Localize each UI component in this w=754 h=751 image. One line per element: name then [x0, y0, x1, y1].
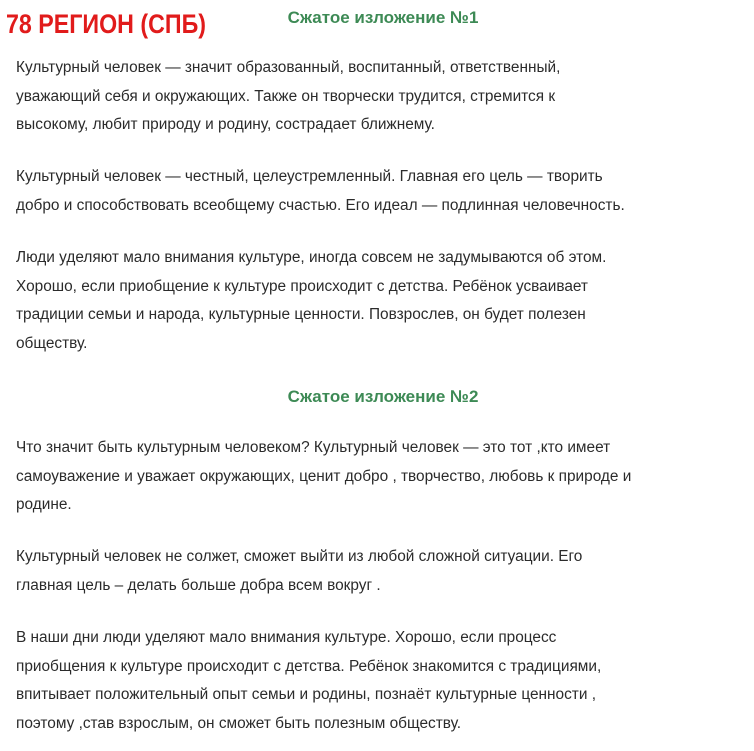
section1-title: Сжатое изложение №1 [287, 8, 479, 27]
paragraph-line: Культурный человек — значит образованный, воспитанный, ответственный, [16, 59, 561, 76]
paragraph-line: высокому, любит природу и родину, сострадает ближнему. [16, 116, 435, 133]
paragraph-line: самоуважение и уважает окружающих, ценит добро , творчество, любовь к природе и [16, 467, 632, 485]
paragraph-line: добро и способствовать всеобщему счастью. Его идеал — подлинная человечность. [16, 196, 625, 214]
section2-title: Сжатое изложение №2 [287, 387, 479, 406]
paragraph-line: главная цель – делать больше добра всем вокруг . [16, 576, 381, 594]
paragraph-line: родине. [16, 496, 72, 513]
section1-paragraph-1 [16, 54, 754, 140]
paragraph-line: поэтому ,став взрослым, он сможет быть полезным обществу. [16, 714, 462, 732]
paragraph-line: Что значит быть культурным человеком? Культурный человек — это тот ,кто имеет [16, 439, 611, 456]
section2-paragraph-1 [16, 434, 754, 520]
paragraph-line: традиции семьи и народа, культурные ценности. Повзрослев, он будет полезен [16, 306, 586, 323]
section2-paragraph-2 [16, 543, 754, 600]
paragraph-line: Культурный человек не солжет, сможет выйти из любой сложной ситуации. Его [16, 548, 583, 565]
paragraph-line: Хорошо, если приобщение к культуре происходит с детства. Ребёнок усваивает [16, 277, 588, 295]
section2-paragraph-3 [16, 624, 754, 738]
paragraph-line: Культурный человек — честный, целеустремленный. Главная его цель — творить [16, 168, 603, 185]
paragraph-line: обществу. [16, 334, 88, 352]
site-watermark: 78 РЕГИОН (СПБ) [6, 9, 207, 39]
section1-paragraph-3 [16, 244, 754, 358]
paragraph-line: приобщения к культуре происходит с детства. Ребёнок знакомится с традициями, [16, 657, 602, 675]
paragraph-line: В наши дни люди уделяют мало внимания культуре. Хорошо, если процесс [16, 629, 557, 646]
paragraph-line: впитывает положительный опыт семьи и родины, познаёт культурные ценности , [16, 686, 596, 703]
paragraph-line: Люди уделяют мало внимания культуре, иногда совсем не задумываются об этом. [16, 249, 607, 266]
section1-paragraph-2 [16, 163, 754, 220]
paragraph-line: уважающий себя и окружающих. Также он творчески трудится, стремится к [16, 87, 556, 105]
